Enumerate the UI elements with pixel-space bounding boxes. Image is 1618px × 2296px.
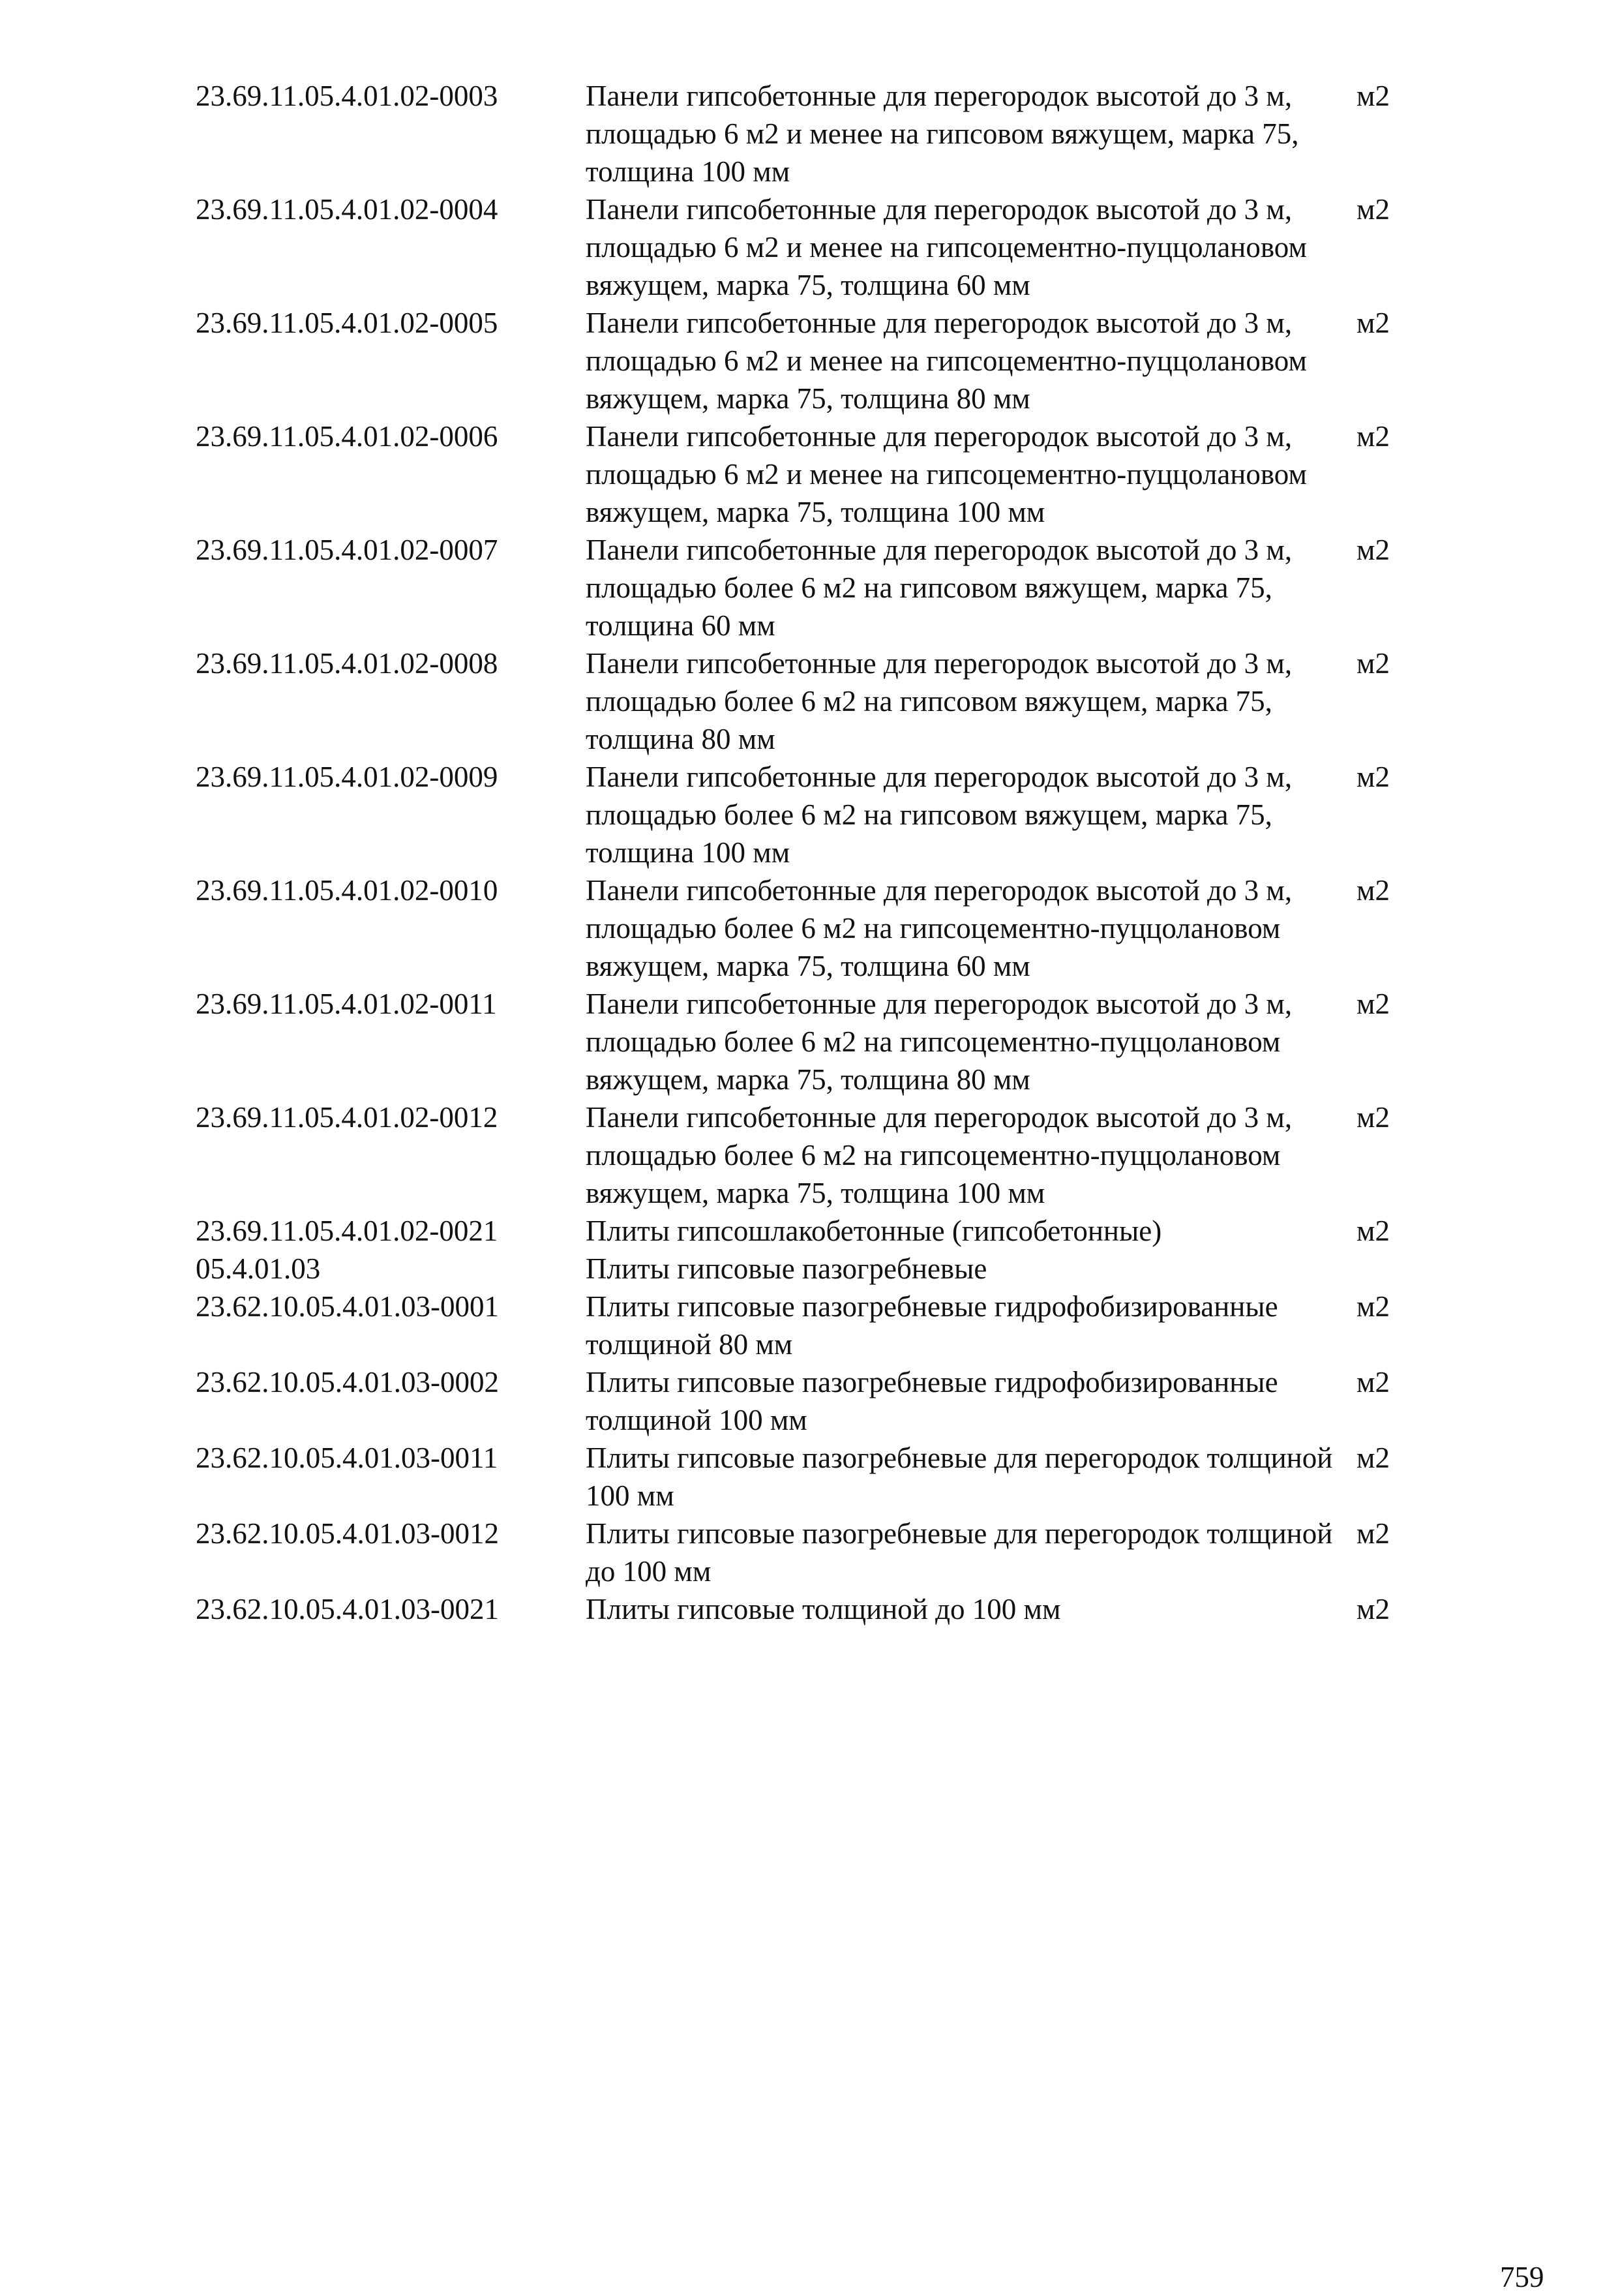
resource-code: 23.62.10.05.4.01.03-0001 xyxy=(196,1290,499,1323)
table-row xyxy=(196,758,1422,871)
table-row xyxy=(196,1515,1422,1590)
measure-unit: м2 xyxy=(1356,307,1390,339)
measure-unit: м2 xyxy=(1356,534,1390,566)
resource-code: 23.62.10.05.4.01.03-0021 xyxy=(196,1593,499,1625)
measure-unit: м2 xyxy=(1356,1101,1390,1134)
resource-name: Плиты гипсовые пазогребневые xyxy=(586,1252,987,1285)
resource-code: 23.69.11.05.4.01.02-0003 xyxy=(196,80,498,112)
table-row xyxy=(196,985,1422,1098)
table-row xyxy=(196,1363,1422,1439)
measure-unit: м2 xyxy=(1356,988,1390,1020)
measure-unit: м2 xyxy=(1356,647,1390,680)
resource-code: 23.69.11.05.4.01.02-0006 xyxy=(196,420,498,453)
resource-code: 23.62.10.05.4.01.03-0002 xyxy=(196,1366,499,1398)
resource-code: 23.69.11.05.4.01.02-0005 xyxy=(196,307,498,339)
resource-name: Панели гипсобетонные для перегородок высотой до 3 м, площадью более 6 м2 на гипсоцементно-пуццолановом вяжущем, марка 75, толщина 60 мм xyxy=(586,874,1293,982)
resource-name: Плиты гипсошлакобетонные (гипсобетонные) xyxy=(586,1215,1162,1247)
table-row xyxy=(196,871,1422,985)
resource-code: 23.62.10.05.4.01.03-0011 xyxy=(196,1442,498,1474)
resource-name: Панели гипсобетонные для перегородок высотой до 3 м, площадью более 6 м2 на гипсовом вяжущем, марка 75, толщина 60 мм xyxy=(586,534,1293,642)
measure-unit: м2 xyxy=(1356,1517,1390,1550)
table-row xyxy=(196,304,1422,417)
catalog-body xyxy=(196,77,1422,1628)
measure-unit: м2 xyxy=(1356,1442,1390,1474)
resource-name: Плиты гипсовые пазогребневые гидрофобизированные толщиной 80 мм xyxy=(586,1290,1278,1361)
measure-unit: м2 xyxy=(1356,1290,1390,1323)
measure-unit: м2 xyxy=(1356,80,1390,112)
resource-name: Плиты гипсовые пазогребневые гидрофобизированные толщиной 100 мм xyxy=(586,1366,1278,1436)
resource-code: 23.69.11.05.4.01.02-0010 xyxy=(196,874,498,907)
table-row xyxy=(196,644,1422,758)
resource-name: Плиты гипсовые толщиной до 100 мм xyxy=(586,1593,1061,1625)
measure-unit: м2 xyxy=(1356,420,1390,453)
resource-code: 23.69.11.05.4.01.02-0021 xyxy=(196,1215,498,1247)
measure-unit: м2 xyxy=(1356,193,1390,226)
resource-name: Панели гипсобетонные для перегородок высотой до 3 м, площадью более 6 м2 на гипсовом вяжущем, марка 75, толщина 100 мм xyxy=(586,761,1293,869)
table-row xyxy=(196,1212,1422,1250)
resource-name: Плиты гипсовые пазогребневые для перегородок толщиной до 100 мм xyxy=(586,1517,1333,1588)
table-row xyxy=(196,77,1422,190)
resource-code: 23.69.11.05.4.01.02-0004 xyxy=(196,193,498,226)
measure-unit: м2 xyxy=(1356,761,1390,793)
measure-unit: м2 xyxy=(1356,874,1390,907)
resource-name: Панели гипсобетонные для перегородок высотой до 3 м, площадью более 6 м2 на гипсоцементно-пуццолановом вяжущем, марка 75, толщина 100 мм xyxy=(586,1101,1293,1209)
resource-code: 23.69.11.05.4.01.02-0012 xyxy=(196,1101,498,1134)
resource-name: Панели гипсобетонные для перегородок высотой до 3 м, площадью 6 м2 и менее на гипсовом вяжущем, марка 75, толщина 100 мм xyxy=(586,80,1299,188)
table-row xyxy=(196,1590,1422,1628)
resource-code: 23.69.11.05.4.01.02-0007 xyxy=(196,534,498,566)
table-row xyxy=(196,1288,1422,1363)
table-row xyxy=(196,1250,1422,1288)
resource-name: Панели гипсобетонные для перегородок высотой до 3 м, площадью более 6 м2 на гипсоцементно-пуццолановом вяжущем, марка 75, толщина 80 мм xyxy=(586,988,1293,1096)
resource-name: Панели гипсобетонные для перегородок высотой до 3 м, площадью более 6 м2 на гипсовом вяжущем, марка 75, толщина 80 мм xyxy=(586,647,1293,755)
measure-unit: м2 xyxy=(1356,1215,1390,1247)
resource-name: Панели гипсобетонные для перегородок высотой до 3 м, площадью 6 м2 и менее на гипсоцементно-пуццолановом вяжущем, марка 75, толщина 100 мм xyxy=(586,420,1307,528)
table-row xyxy=(196,1439,1422,1515)
page-number: 759 xyxy=(1500,2261,1544,2293)
resource-code: 23.69.11.05.4.01.02-0011 xyxy=(196,988,497,1020)
measure-unit: м2 xyxy=(1356,1593,1390,1625)
table-row xyxy=(196,190,1422,304)
measure-unit: м2 xyxy=(1356,1366,1390,1398)
table-row xyxy=(196,1098,1422,1212)
measure-unit xyxy=(1356,1250,1422,1288)
resource-code: 23.62.10.05.4.01.03-0012 xyxy=(196,1517,499,1550)
resource-name: Плиты гипсовые пазогребневые для перегородок толщиной 100 мм xyxy=(586,1442,1333,1512)
resource-code: 23.69.11.05.4.01.02-0008 xyxy=(196,647,498,680)
table-row xyxy=(196,531,1422,644)
resource-name: Панели гипсобетонные для перегородок высотой до 3 м, площадью 6 м2 и менее на гипсоцементно-пуццолановом вяжущем, марка 75, толщина 80 мм xyxy=(586,307,1307,415)
resource-code: 05.4.01.03 xyxy=(196,1252,321,1285)
resource-name: Панели гипсобетонные для перегородок высотой до 3 м, площадью 6 м2 и менее на гипсоцементно-пуццолановом вяжущем, марка 75, толщина 60 мм xyxy=(586,193,1307,301)
resource-catalog-table xyxy=(196,77,1422,1628)
resource-code: 23.69.11.05.4.01.02-0009 xyxy=(196,761,498,793)
table-row xyxy=(196,417,1422,531)
